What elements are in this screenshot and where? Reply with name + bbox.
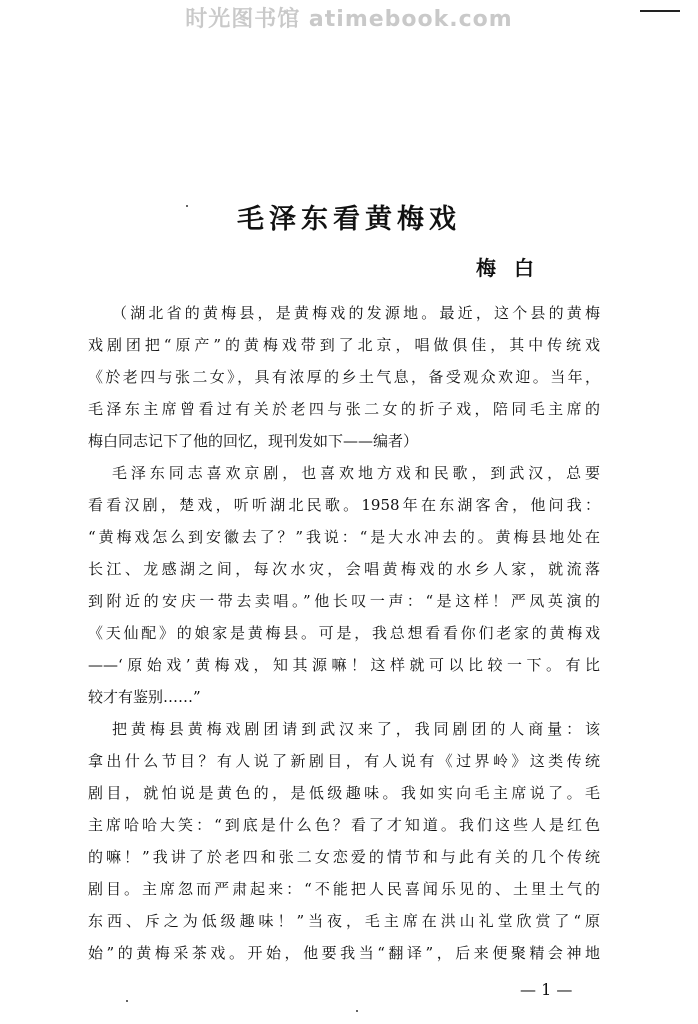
body-line: 的嘛！”我讲了於老四和张二女恋爱的情节和与此有关的几个传统 xyxy=(88,848,600,866)
body-line: 到附近的安庆一带去卖唱。”他长叹一声：“是这样！严凤英演的 xyxy=(88,592,600,610)
body-line: 长江、龙感湖之间，每次水灾，会唱黄梅戏的水乡人家，就流落 xyxy=(88,560,600,578)
body-line: 梅白同志记下了他的回忆，现刊发如下——编者） xyxy=(88,432,419,450)
corner-mark xyxy=(640,10,680,12)
body-line: ——‘原始戏’黄梅戏，知其源嘛！这样就可以比较一下。有比 xyxy=(88,656,600,674)
body-line: 看看汉剧，楚戏，听听湖北民歌。1958年在东湖客舍，他问我： xyxy=(88,496,600,514)
author-name: 梅白 xyxy=(476,256,552,280)
body-line: 戏剧团把“原产”的黄梅戏带到了北京，唱做俱佳，其中传统戏 xyxy=(88,336,600,354)
body-line: 主席哈哈大笑：“到底是什么色？看了才知道。我们这些人是红色 xyxy=(88,816,600,834)
body-line: 东西、斥之为低级趣味！”当夜，毛主席在洪山礼堂欣赏了“原 xyxy=(88,912,600,930)
body-line: 始”的黄梅采茶戏。开始，他要我当“翻译”，后来便聚精会神地 xyxy=(88,944,600,962)
watermark: 时光图书馆 atimebook.com xyxy=(185,7,513,32)
body-line: 剧目，就怕说是黄色的，是低级趣味。我如实向毛主席说了。毛 xyxy=(88,784,600,802)
body-line: 《天仙配》的娘家是黄梅县。可是，我总想看看你们老家的黄梅戏 xyxy=(88,624,600,642)
body-line: 毛泽东同志喜欢京剧，也喜欢地方戏和民歌，到武汉，总要 xyxy=(112,464,600,482)
scan-speck xyxy=(126,1000,128,1002)
body-line: 剧目。主席忽而严肃起来：“不能把人民喜闻乐见的、土里土气的 xyxy=(88,880,600,898)
body-line: 毛泽东主席曾看过有关於老四与张二女的折子戏，陪同毛主席的 xyxy=(88,400,600,418)
scan-speck xyxy=(186,205,188,207)
page-number: — 1 — xyxy=(520,980,573,999)
scan-speck xyxy=(356,1010,358,1012)
body-line: 拿出什么节目？有人说了新剧目，有人说有《过界岭》这类传统 xyxy=(88,752,600,770)
body-line: （湖北省的黄梅县，是黄梅戏的发源地。最近，这个县的黄梅 xyxy=(112,304,600,322)
body-line: 较才有鉴别……” xyxy=(88,688,201,706)
article-title: 毛泽东看黄梅戏 xyxy=(237,204,461,235)
body-line: “黄梅戏怎么到安徽去了？”我说：“是大水冲去的。黄梅县地处在 xyxy=(88,528,600,546)
body-line: 把黄梅县黄梅戏剧团请到武汉来了，我同剧团的人商量：该 xyxy=(112,720,600,738)
body-line: 《於老四与张二女》，具有浓厚的乡土气息，备受观众欢迎。当年， xyxy=(88,368,600,386)
